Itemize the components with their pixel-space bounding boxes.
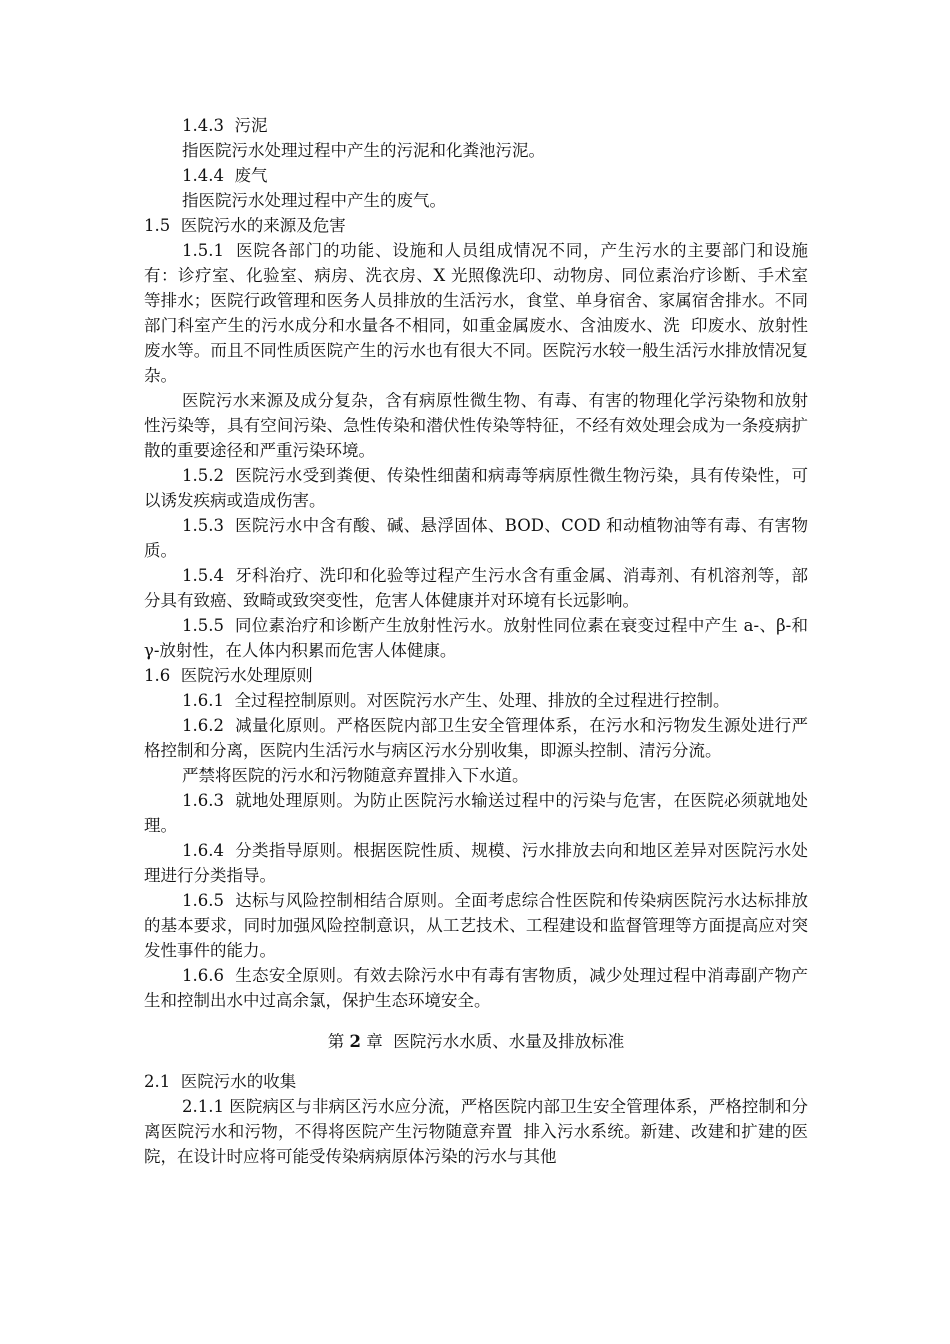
chapter-number: 2 bbox=[349, 1032, 361, 1051]
paragraph: 严禁将医院的污水和污物随意弃置排入下水道。 bbox=[182, 766, 529, 785]
paragraph-1-6-1: 1.6.1 全过程控制原则。对医院污水产生、处理、排放的全过程进行控制。 bbox=[182, 691, 730, 710]
chapter-heading bbox=[144, 1029, 808, 1054]
subsection-heading-1-4-4: 1.4.4 废气 bbox=[182, 166, 268, 185]
paragraph-1-6-6: 1.6.6 生态安全原则。有效去除污水中有毒有害物质，减少处理过程中消毒副产物产生和控制出水中过高余氯，保护生态环境安全。 bbox=[144, 966, 808, 1010]
paragraph: 医院污水来源及成分复杂，含有病原性微生物、有毒、有害的物理化学污染物和放射性污染等，具有空间污染、急性传染和潜伏性传染等特征，不经有效处理会成为一条疫病扩散的重要途径和严重污染环境。 bbox=[144, 391, 808, 460]
paragraph-1-6-5: 1.6.5 达标与风险控制相结合原则。全面考虑综合性医院和传染病医院污水达标排放的基本要求，同时加强风险控制意识，从工艺技术、工程建设和监督管理等方面提高应对突发性事件的能力。 bbox=[144, 891, 808, 960]
paragraph-1-5-4: 1.5.4 牙科治疗、洗印和化验等过程产生污水含有重金属、消毒剂、有机溶剂等，部分具有致癌、致畸或致突变性，危害人体健康并对环境有长远影响。 bbox=[144, 566, 808, 610]
paragraph-1-5-3: 1.5.3 医院污水中含有酸、碱、悬浮固体、BOD、COD 和动植物油等有毒、有害物质。 bbox=[144, 516, 808, 560]
document-page bbox=[144, 113, 819, 1169]
chapter-prefix: 第 bbox=[327, 1032, 350, 1051]
paragraph: 指医院污水处理过程中产生的废气。 bbox=[182, 191, 446, 210]
paragraph-1-5-2: 1.5.2 医院污水受到粪便、传染性细菌和病毒等病原性微生物污染，具有传染性，可以诱发疾病或造成伤害。 bbox=[144, 466, 808, 510]
section-heading-1-5: 1.5 医院污水的来源及危害 bbox=[144, 216, 346, 235]
chapter-title: 章 医院污水水质、水量及排放标准 bbox=[360, 1032, 625, 1051]
paragraph-1-5-5: 1.5.5 同位素治疗和诊断产生放射性污水。放射性同位素在衰变过程中产生 a-、β-和 γ-放射性，在人体内积累而危害人体健康。 bbox=[144, 616, 814, 660]
paragraph-2-1-1: 2.1.1 医院病区与非病区污水应分流，严格医院内部卫生安全管理体系，严格控制和分离医院污水和污物，不得将医院产生污物随意弃置 排入污水系统。新建、改建和扩建的医院，在设计时应将可能受传染病病原体污染的污水与其他 bbox=[144, 1097, 808, 1166]
paragraph: 指医院污水处理过程中产生的污泥和化粪池污泥。 bbox=[182, 141, 545, 160]
section-heading-2-1: 2.1 医院污水的收集 bbox=[144, 1072, 297, 1091]
paragraph-1-6-4: 1.6.4 分类指导原则。根据医院性质、规模、污水排放去向和地区差异对医院污水处理进行分类指导。 bbox=[144, 841, 808, 885]
paragraph-1-6-2: 1.6.2 减量化原则。严格医院内部卫生安全管理体系，在污水和污物发生源处进行严格控制和分离，医院内生活污水与病区污水分别收集，即源头控制、清污分流。 bbox=[144, 716, 808, 760]
paragraph-1-6-3: 1.6.3 就地处理原则。为防止医院污水输送过程中的污染与危害，在医院必须就地处理。 bbox=[144, 791, 808, 835]
paragraph-1-5-1: 1.5.1 医院各部门的功能、设施和人员组成情况不同，产生污水的主要部门和设施有：诊疗室、化验室、病房、洗衣房、X 光照像洗印、动物房、同位素治疗诊断、手术室 等排水；医院行政管理和医务人员排放的生活污水，食堂、单身宿舍、家属宿舍排水。不同部门科室产生的污水成分和水量各不相同，如重金属废水、含油废水、洗 印废水、放射性废水等。而且不同性质医院产生的污水也有很大不同。医院污水较一般生活污水排放情况复杂。 bbox=[144, 241, 819, 385]
subsection-heading-1-4-3: 1.4.3 污泥 bbox=[182, 116, 268, 135]
section-heading-1-6: 1.6 医院污水处理原则 bbox=[144, 666, 313, 685]
